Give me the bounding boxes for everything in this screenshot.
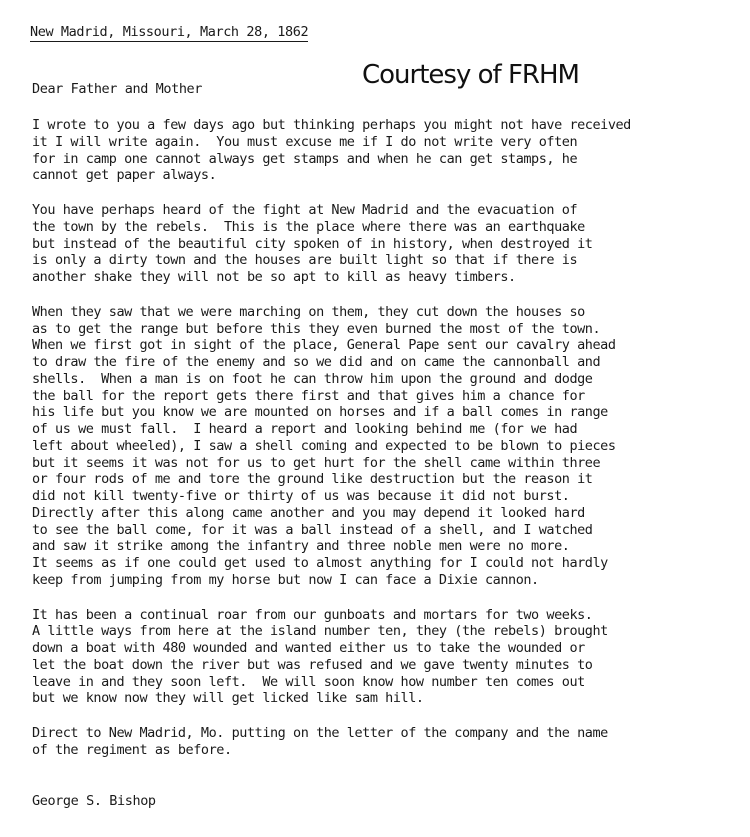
letter-dateline: New Madrid, Missouri, March 28, 1862 — [30, 24, 309, 40]
text-line: Direct to New Madrid, Mo. putting on the letter of the company and the name — [32, 725, 608, 741]
text-line: It seems as if one could get used to almost anything for I could not hardly — [32, 555, 608, 571]
text-line: as to get the range but before this they even burned the most of the town. — [32, 320, 601, 337]
text-line: did not kill twenty-five or thirty of us was because it did not burst. — [32, 488, 570, 504]
text-line: to draw the fire of the enemy and so we did and on came the cannonball and — [32, 354, 601, 370]
text-line: it I will write again. You must excuse me if I do not write very often — [32, 133, 578, 150]
text-line: Directly after this along came another and you may depend it looked hard — [32, 504, 585, 521]
text-line: left about wheeled), I saw a shell coming and expected to be blown to pieces — [32, 437, 616, 454]
text-line: It has been a continual roar from our gunboats and mortars for two weeks. — [32, 606, 593, 623]
letter-signature: George S. Bishop — [32, 793, 156, 809]
paragraph-2 — [32, 202, 732, 286]
text-line: leave in and they soon left. We will soon know how number ten comes out — [32, 673, 585, 690]
text-line: of us we must fall. I heard a report and looking behind me (for we had — [32, 421, 578, 437]
text-line: the ball for the report gets there first and that gives him a chance for — [32, 387, 585, 404]
letter-body — [32, 117, 732, 777]
text-line: is only a dirty town and the houses are built light so that if there is — [32, 252, 578, 269]
text-line: down a boat with 480 wounded and wanted either us to take the wounded or — [32, 640, 585, 656]
paragraph-4 — [32, 607, 732, 708]
text-line: or four rods of me and tore the ground like destruction but the reason it — [32, 471, 593, 488]
text-line: of the regiment as before. — [32, 741, 232, 758]
text-line: When we first got in sight of the place, General Pape sent our cavalry ahead — [32, 337, 616, 354]
text-line: the town by the rebels. This is the place where there was an earthquake — [32, 218, 585, 235]
text-line: shells. When a man is on foot he can throw him upon the ground and dodge — [32, 370, 593, 387]
text-line: let the boat down the river but was refused and we gave twenty minutes to — [32, 656, 593, 673]
paragraph-1 — [32, 117, 732, 184]
text-line: for in camp one cannot always get stamps and when he can get stamps, he — [32, 150, 578, 167]
text-line: I wrote to you a few days ago but thinking perhaps you might not have received — [32, 117, 631, 133]
text-line: another shake they will not be so apt to kill as heavy timbers. — [32, 269, 516, 285]
paragraph-5 — [32, 725, 732, 759]
text-line: cannot get paper always. — [32, 167, 217, 184]
text-line: his life but you know we are mounted on horses and if a ball comes in range — [32, 404, 608, 421]
text-line: You have perhaps heard of the fight at New Madrid and the evacuation of — [32, 202, 578, 218]
text-line: keep from jumping from my horse but now I can face a Dixie cannon. — [32, 571, 539, 588]
text-line: but we know now they will get licked like sam hill. — [32, 690, 424, 707]
text-line: but instead of the beautiful city spoken of in history, when destroyed it — [32, 235, 593, 252]
text-line: When they saw that we were marching on them, they cut down the houses so — [32, 303, 585, 320]
paragraph-3 — [32, 304, 732, 589]
text-line: but it seems it was not for us to get hurt for the shell came within three — [32, 454, 601, 471]
text-line: A little ways from here at the island number ten, they (the rebels) brought — [32, 623, 608, 640]
text-line: to see the ball come, for it was a ball instead of a shell, and I watched — [32, 521, 593, 538]
text-line: and saw it strike among the infantry and three noble men were no more. — [32, 538, 570, 555]
courtesy-stamp: Courtesy of FRHM — [362, 60, 579, 90]
letter-salutation: Dear Father and Mother — [32, 81, 203, 97]
